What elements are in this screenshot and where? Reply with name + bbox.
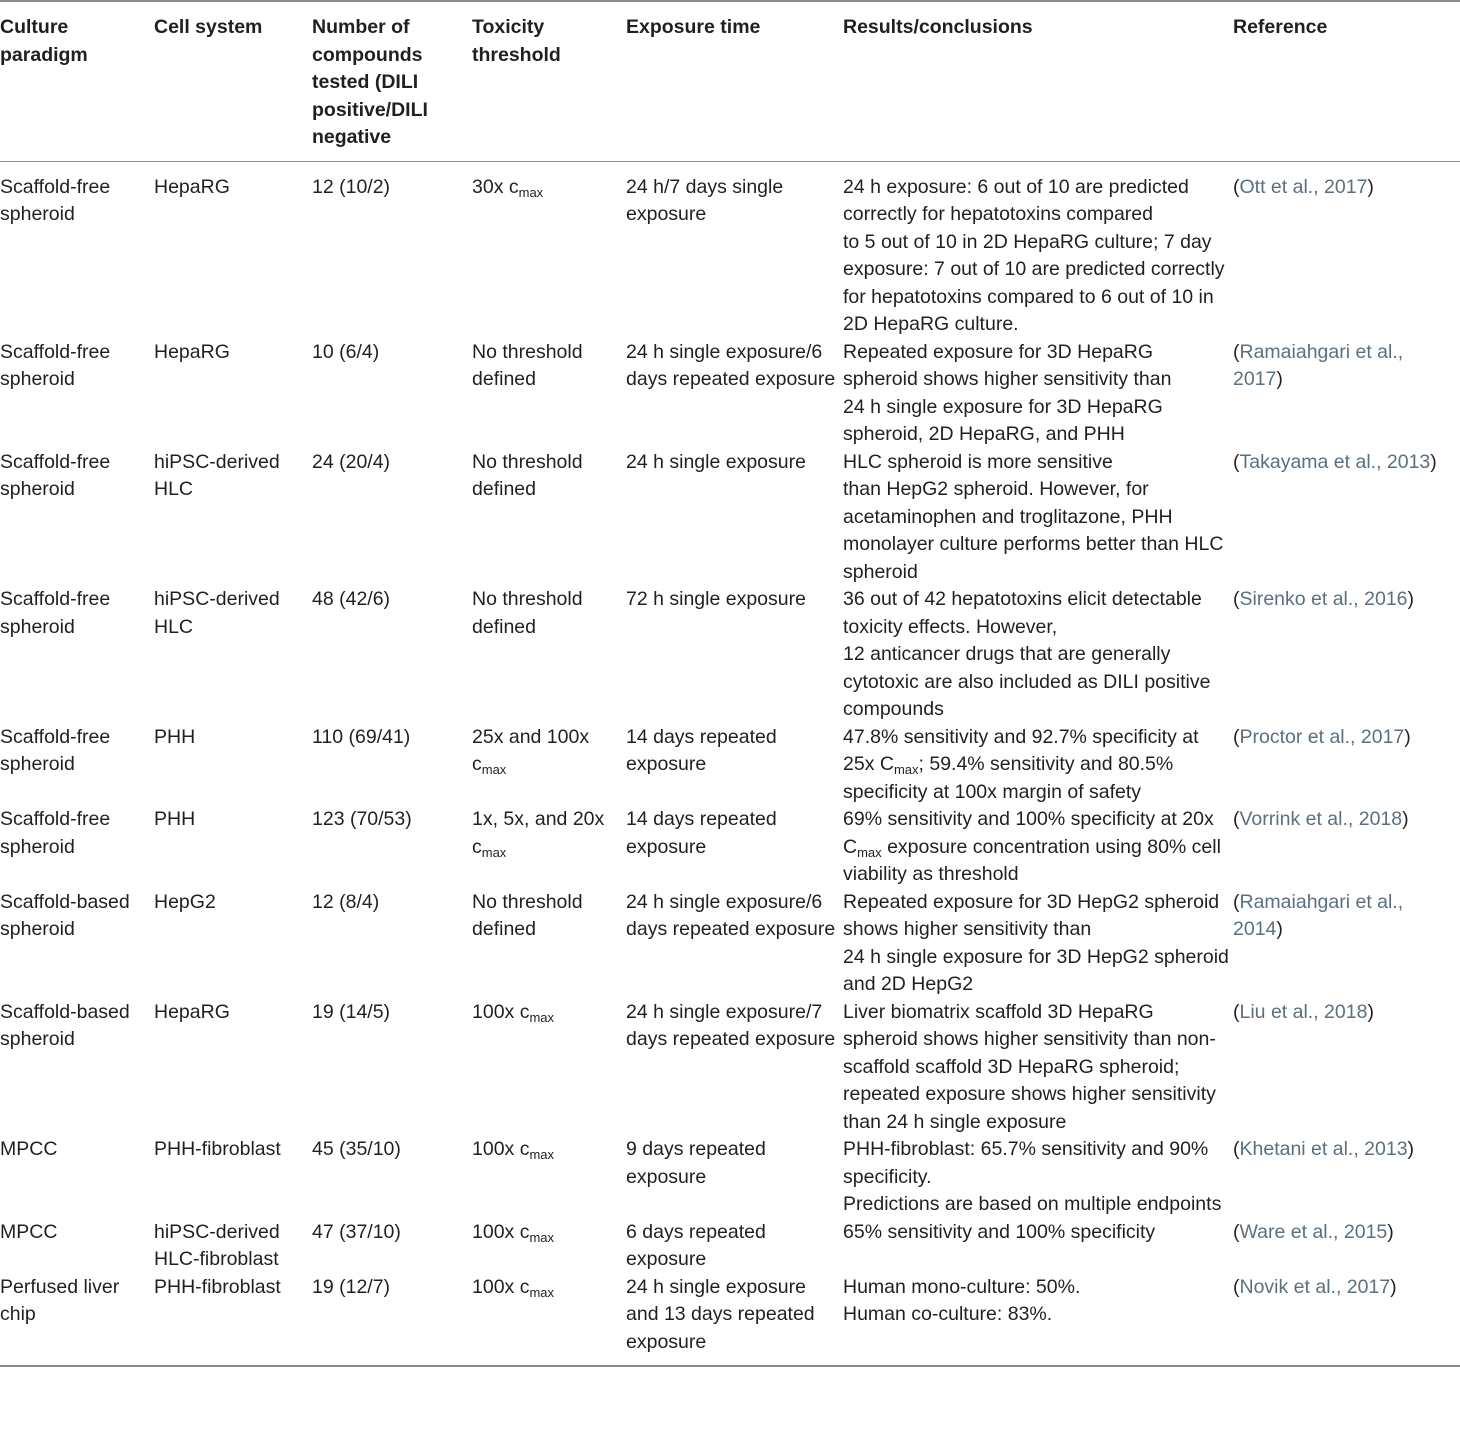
header-culture-paradigm: Culture paradigm: [0, 1, 154, 161]
reference-close-paren: ): [1367, 1000, 1374, 1023]
threshold-text: 1x, 5x, and 20x c: [472, 808, 605, 858]
cell-reference: [1233, 1136, 1460, 1219]
cell-compounds-tested: 12 (8/4): [312, 890, 380, 913]
reference-open-paren: (: [1233, 808, 1240, 830]
cell-compounds-tested: 45 (35/10): [312, 1138, 401, 1160]
reference-link[interactable]: Ware et al., 2015: [1239, 1220, 1388, 1243]
reference-open-paren: (: [1233, 1275, 1240, 1298]
threshold-text: 25x and 100x c: [472, 725, 590, 775]
results-text: Repeated exposure for 3D HepaRG spheroid shows higher sensitivity than 24 h single exposure for 3D HepaRG spheroid, 2D HepaRG, and PHH: [843, 340, 1172, 445]
threshold-text: No threshold defined: [472, 588, 583, 638]
cell-cell-system: PHH: [154, 808, 196, 830]
header-reference: Reference: [1233, 1, 1460, 161]
reference-open-paren: (: [1233, 588, 1240, 610]
cell-culture-paradigm: Scaffold-free spheroid: [0, 340, 111, 390]
cell-cell-system: HepaRG: [154, 1000, 230, 1023]
cell-results-conclusions: [843, 586, 1233, 724]
cell-reference: [1233, 449, 1460, 587]
threshold-text: 100x c: [472, 1138, 530, 1160]
cell-toxicity-threshold: [472, 889, 626, 999]
cell-exposure-time: 24 h/7 days single exposure: [626, 175, 784, 225]
cell-results-conclusions: [843, 449, 1233, 587]
cell-reference: [1233, 999, 1460, 1137]
table-row: [0, 1136, 1460, 1219]
cell-culture-paradigm: MPCC: [0, 1138, 58, 1160]
cell-toxicity-threshold: [472, 1274, 626, 1367]
cell-exposure-time: 24 h single exposure/7 days repeated exposure: [626, 1000, 836, 1050]
reference-link[interactable]: Sirenko et al., 2016: [1239, 588, 1408, 610]
reference-open-paren: (: [1233, 890, 1240, 913]
threshold-subscript: max: [529, 1009, 555, 1025]
reference-close-paren: ): [1367, 175, 1374, 198]
reference-close-paren: ): [1387, 1220, 1394, 1243]
cell-toxicity-threshold: [472, 1136, 626, 1219]
header-compounds-tested: Number of compounds tested (DILI positive/DILI negative: [312, 1, 472, 161]
reference-close-paren: ): [1407, 588, 1415, 610]
reference-close-paren: ): [1402, 808, 1409, 830]
header-toxicity-threshold: Toxicity threshold: [472, 1, 626, 161]
cell-reference: [1233, 724, 1460, 807]
results-text: Repeated exposure for 3D HepG2 spheroid shows higher sensitivity than 24 h single exposure for 3D HepG2 spheroid and 2D HepG2: [843, 890, 1229, 995]
cell-toxicity-threshold: [472, 161, 626, 339]
reference-link[interactable]: Novik et al., 2017: [1239, 1275, 1391, 1298]
cell-cell-system: HepG2: [154, 890, 216, 913]
results-text: HLC spheroid is more sensitive than HepG2 spheroid. However, for acetaminophen and troglitazone, PHH monolayer culture performs better than HLC spheroid: [843, 450, 1224, 583]
threshold-subscript: max: [481, 762, 507, 777]
reference-link[interactable]: Ott et al., 2017: [1239, 175, 1368, 198]
results-text: Human mono-culture: 50%. Human co-culture: 83%.: [843, 1275, 1081, 1325]
cell-exposure-time: 9 days repeated exposure: [626, 1138, 766, 1188]
cell-reference: [1233, 339, 1460, 449]
reference-open-paren: (: [1233, 175, 1240, 198]
cell-compounds-tested: 48 (42/6): [312, 588, 391, 610]
cell-reference: [1233, 586, 1460, 724]
cell-culture-paradigm: Scaffold-free spheroid: [0, 808, 111, 858]
reference-open-paren: (: [1233, 1138, 1240, 1160]
threshold-subscript: max: [481, 844, 507, 860]
cell-culture-paradigm: Scaffold-based spheroid: [0, 1000, 130, 1050]
table-row: [0, 586, 1460, 724]
results-text: 36 out of 42 hepatotoxins elicit detectable toxicity effects. However, 12 anticancer drugs that are generally cytotoxic are also included as DILI positive compounds: [843, 588, 1211, 720]
reference-open-paren: (: [1233, 1220, 1240, 1243]
cell-toxicity-threshold: [472, 586, 626, 724]
table-row: [0, 999, 1460, 1137]
threshold-subscript: max: [518, 184, 544, 200]
reference-open-paren: (: [1233, 450, 1240, 473]
cell-cell-system: PHH-fibroblast: [154, 1138, 281, 1160]
threshold-text: 100x c: [472, 1000, 530, 1023]
results-text: 24 h exposure: 6 out of 10 are predicted correctly for hepatotoxins compared to 5 out of 10 in 2D HepaRG culture; 7 day exposure: 7 out of 10 are predicted correctly for hepatotoxins compared to 6 out of 10 in 2D HepaRG culture.: [843, 175, 1225, 335]
reference-link[interactable]: Liu et al., 2018: [1239, 1000, 1368, 1023]
cell-results-conclusions: [843, 999, 1233, 1137]
cell-exposure-time: 72 h single exposure: [626, 588, 806, 610]
header-exposure-time: Exposure time: [626, 1, 843, 161]
results-text: 69% sensitivity and 100% specificity at 20x C: [843, 808, 1214, 858]
reference-close-paren: ): [1404, 725, 1411, 748]
cell-toxicity-threshold: [472, 999, 626, 1137]
cell-results-conclusions: [843, 724, 1233, 807]
results-subscript: max: [857, 844, 882, 860]
header-cell-system: Cell system: [154, 1, 312, 161]
cell-reference: [1233, 806, 1460, 889]
reference-close-paren: ): [1407, 1138, 1415, 1160]
table-row: [0, 161, 1460, 339]
results-text: 47.8% sensitivity and 92.7% specificity at 25x C: [843, 725, 1199, 775]
header-row: [0, 1, 1460, 161]
reference-link[interactable]: Takayama et al., 2013: [1239, 450, 1431, 473]
cell-cell-system: hiPSC-derived HLC: [154, 588, 280, 638]
header-results-conclusions: Results/conclusions: [843, 1, 1233, 161]
cell-exposure-time: 14 days repeated exposure: [626, 725, 777, 775]
cell-cell-system: HepaRG: [154, 340, 230, 363]
results-text: PHH-fibroblast: 65.7% sensitivity and 90% specificity. Predictions are based on multiple endpoints: [843, 1138, 1222, 1215]
reference-link[interactable]: Ramaiahgari et al., 2014: [1233, 890, 1404, 940]
cell-compounds-tested: 110 (69/41): [312, 725, 411, 748]
table-body: [0, 161, 1460, 1366]
table-header: [0, 1, 1460, 161]
threshold-text: No threshold defined: [472, 340, 583, 390]
threshold-text: 100x c: [472, 1275, 530, 1298]
cell-toxicity-threshold: [472, 724, 626, 807]
reference-open-paren: (: [1233, 725, 1240, 748]
table-row: [0, 1219, 1460, 1274]
cell-cell-system: PHH-fibroblast: [154, 1274, 312, 1367]
cell-culture-paradigm: Perfused liver chip: [0, 1274, 154, 1367]
cell-cell-system: PHH: [154, 725, 196, 748]
cell-results-conclusions: [843, 339, 1233, 449]
table-row: [0, 724, 1460, 807]
cell-exposure-time: 24 h single exposure: [626, 450, 806, 473]
cell-cell-system: HepaRG: [154, 175, 230, 198]
cell-toxicity-threshold: [472, 1219, 626, 1274]
cell-results-conclusions: [843, 1219, 1233, 1274]
reference-link[interactable]: Proctor et al., 2017: [1239, 725, 1405, 748]
table-row: [0, 449, 1460, 587]
threshold-text: No threshold defined: [472, 890, 583, 940]
cell-exposure-time: 24 h single exposure and 13 days repeated exposure: [626, 1274, 843, 1367]
cell-toxicity-threshold: [472, 339, 626, 449]
threshold-subscript: max: [529, 1147, 555, 1162]
cell-compounds-tested: 24 (20/4): [312, 450, 391, 473]
table-row: [0, 889, 1460, 999]
reference-close-paren: ): [1276, 918, 1283, 940]
cell-compounds-tested: 19 (12/7): [312, 1274, 472, 1367]
reference-link[interactable]: Vorrink et al., 2018: [1239, 808, 1403, 830]
cell-cell-system: hiPSC-derived HLC-fibroblast: [154, 1220, 280, 1270]
threshold-text: 30x c: [472, 175, 519, 198]
reference-close-paren: ): [1390, 1275, 1397, 1298]
cell-compounds-tested: 123 (70/53): [312, 808, 412, 830]
cell-toxicity-threshold: [472, 806, 626, 889]
cell-exposure-time: 6 days repeated exposure: [626, 1220, 766, 1270]
reference-close-paren: ): [1430, 450, 1437, 473]
cell-exposure-time: 24 h single exposure/6 days repeated exposure: [626, 340, 836, 390]
table-row: [0, 1274, 1460, 1367]
table-row: [0, 339, 1460, 449]
cell-results-conclusions: [843, 1274, 1233, 1367]
threshold-subscript: max: [529, 1284, 555, 1300]
cell-compounds-tested: 12 (10/2): [312, 175, 391, 198]
reference-open-paren: (: [1233, 340, 1240, 363]
cell-compounds-tested: 19 (14/5): [312, 1000, 391, 1023]
cell-culture-paradigm: Scaffold-free spheroid: [0, 588, 111, 638]
cell-cell-system: hiPSC-derived HLC: [154, 450, 280, 500]
reference-link[interactable]: Ramaiahgari et al., 2017: [1233, 340, 1404, 390]
cell-toxicity-threshold: [472, 449, 626, 587]
cell-culture-paradigm: Scaffold-free spheroid: [0, 450, 111, 500]
threshold-text: 100x c: [472, 1220, 530, 1243]
cell-exposure-time: 24 h single exposure/6 days repeated exposure: [626, 890, 836, 940]
cell-culture-paradigm: MPCC: [0, 1220, 58, 1243]
cell-reference: [1233, 1274, 1460, 1367]
cell-reference: [1233, 889, 1460, 999]
results-text: 65% sensitivity and 100% specificity: [843, 1220, 1156, 1243]
cell-results-conclusions: [843, 1136, 1233, 1219]
reference-link[interactable]: Khetani et al., 2013: [1239, 1138, 1408, 1160]
cell-culture-paradigm: Scaffold-free spheroid: [0, 725, 111, 775]
cell-reference: [1233, 1219, 1460, 1274]
cell-culture-paradigm: Scaffold-based spheroid: [0, 890, 130, 940]
cell-results-conclusions: [843, 806, 1233, 889]
threshold-text: No threshold defined: [472, 450, 583, 500]
table-row: [0, 806, 1460, 889]
cell-compounds-tested: 47 (37/10): [312, 1220, 401, 1243]
reference-open-paren: (: [1233, 1000, 1240, 1023]
cell-compounds-tested: 10 (6/4): [312, 340, 380, 363]
cell-results-conclusions: [843, 161, 1233, 339]
cell-reference: [1233, 161, 1460, 339]
cell-exposure-time: 14 days repeated exposure: [626, 808, 777, 858]
cell-culture-paradigm: Scaffold-free spheroid: [0, 175, 111, 225]
results-text-after: exposure concentration using 80% cell viability as threshold: [843, 835, 1221, 885]
threshold-subscript: max: [529, 1229, 555, 1245]
results-text: Liver biomatrix scaffold 3D HepaRG spheroid shows higher sensitivity than non-scaffold scaffold 3D HepaRG spheroid; repeated exposure shows higher sensitivity than 24 h single exposure: [843, 1000, 1216, 1133]
results-text-after: ; 59.4% sensitivity and 80.5% specificity at 100x margin of safety: [843, 753, 1174, 803]
results-subscript: max: [893, 762, 919, 777]
reference-close-paren: ): [1276, 368, 1283, 390]
cell-results-conclusions: [843, 889, 1233, 999]
